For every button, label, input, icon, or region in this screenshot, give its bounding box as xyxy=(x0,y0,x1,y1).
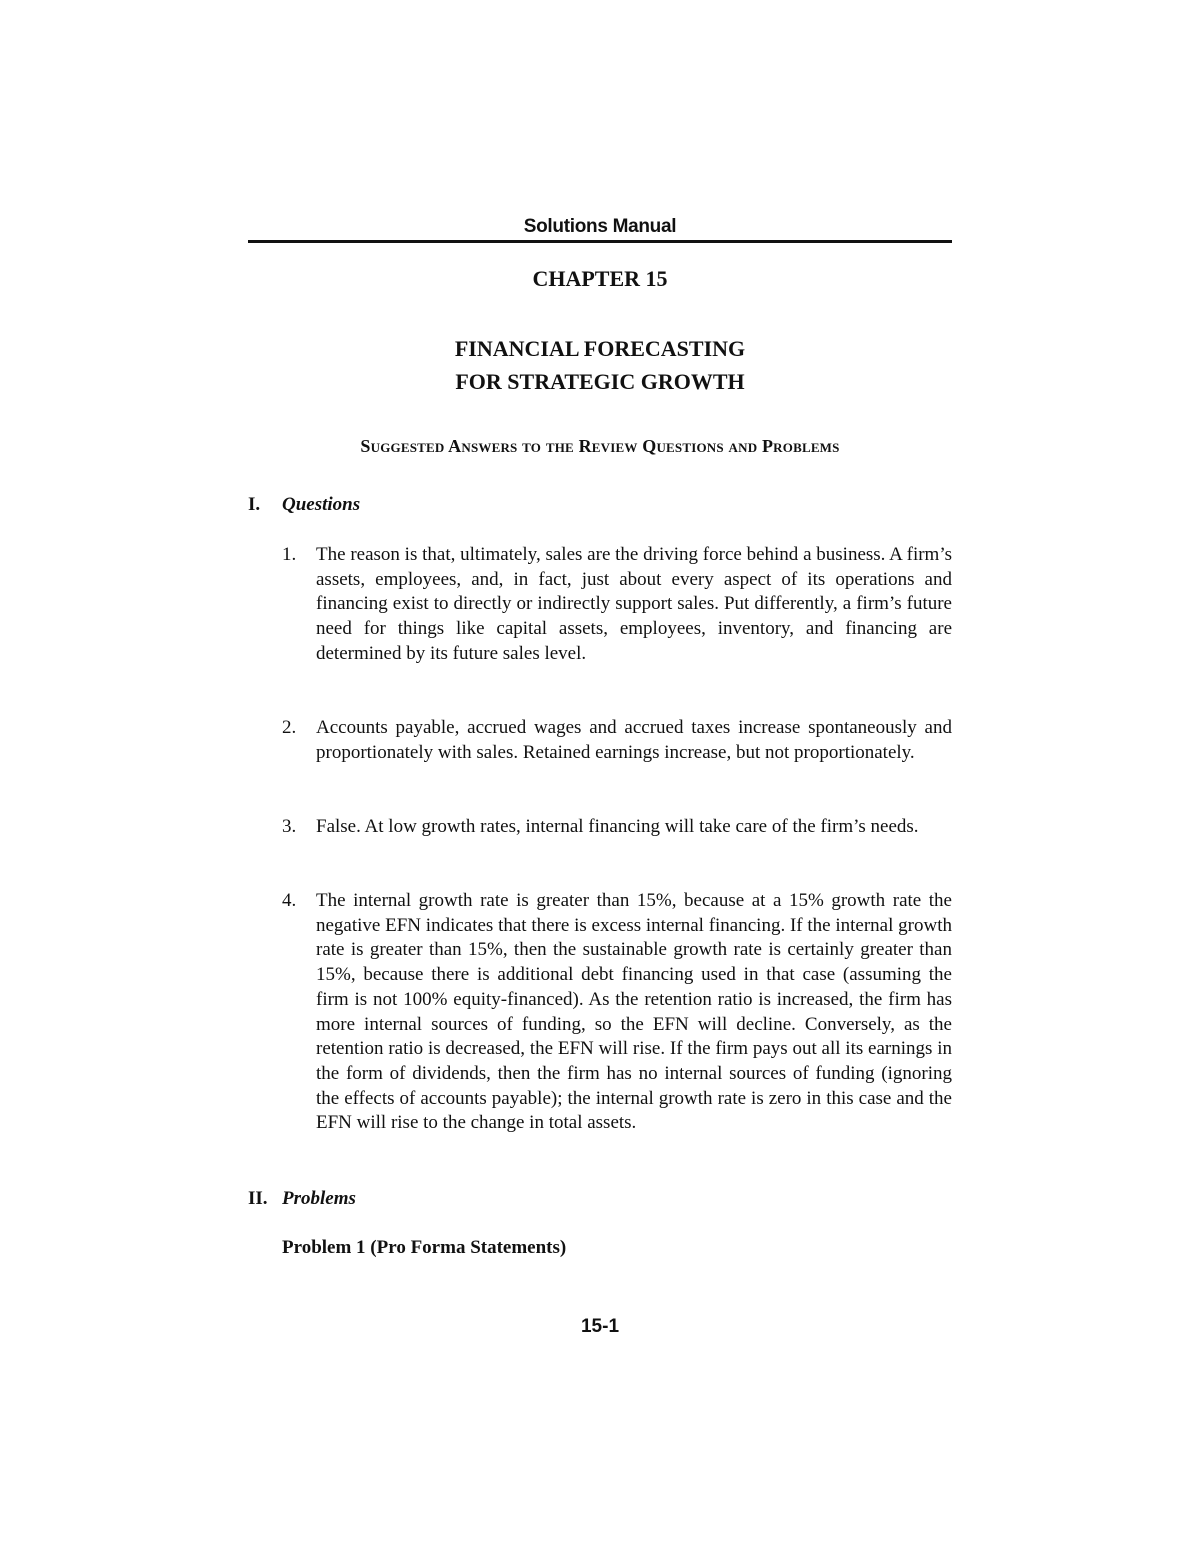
question-answer-text: The reason is that, ultimately, sales are the driving force behind a business. A firm’s assets, employees, and, in fact, just about every aspect of its operations and financing exist to directly or indirectly support sales. Put differently, a firm’s future need for things like capital assets, employees, inventory, and financing are determined by its future sales level. xyxy=(316,544,952,664)
question-number: 4. xyxy=(282,890,297,911)
section-label: Problems xyxy=(282,1188,356,1209)
chapter-label: CHAPTER 15 xyxy=(532,266,668,291)
question-number: 2. xyxy=(282,717,297,738)
question-item-4 xyxy=(282,889,952,1136)
question-answer-text: The internal growth rate is greater than 15%, because at a 15% growth rate the negative EFN indicates that there is excess internal financing. If the internal growth rate is greater than 15%, then the sustainable growth rate is certainly greater than 15%, because there is additional debt financing used in that case (assuming the firm is not 100% equity-financed). As the retention ratio is increased, the firm has more internal sources of funding, so the EFN will decline. Conversely, as the retention ratio is decreased, the EFN will rise. If the firm pays out all its earnings in the form of dividends, then the firm has no internal sources of funding (ignoring the effects of accounts payable); the internal growth rate is zero in this case and the EFN will rise to the change in total assets. xyxy=(316,890,952,1134)
running-header: Solutions Manual xyxy=(523,216,677,237)
header-rule xyxy=(248,240,952,243)
chapter-title-line2: FOR STRATEGIC GROWTH xyxy=(455,369,745,394)
section-questions-heading xyxy=(248,494,360,516)
question-answer-text: False. At low growth rates, internal financing will take care of the firm’s needs. xyxy=(316,816,919,837)
section-numeral: I. xyxy=(248,494,261,515)
section-problems-heading xyxy=(248,1188,356,1210)
question-number: 3. xyxy=(282,816,297,837)
question-answer-text: Accounts payable, accrued wages and accrued taxes increase spontaneously and proportionately with sales. Retained earnings increase, but not proportionately. xyxy=(316,717,952,763)
chapter-title-line1: FINANCIAL FORECASTING xyxy=(454,336,746,361)
chapter-subtitle: Suggested Answers to the Review Questions and Problems xyxy=(360,436,840,456)
page-number: 15-1 xyxy=(580,1316,620,1337)
section-numeral: II. xyxy=(248,1188,268,1209)
question-item-2 xyxy=(282,716,952,765)
problem-1-heading: Problem 1 (Pro Forma Statements) xyxy=(282,1237,567,1258)
question-number: 1. xyxy=(282,544,297,565)
question-item-3 xyxy=(282,815,952,840)
question-item-1 xyxy=(282,543,952,667)
section-label: Questions xyxy=(282,494,361,515)
